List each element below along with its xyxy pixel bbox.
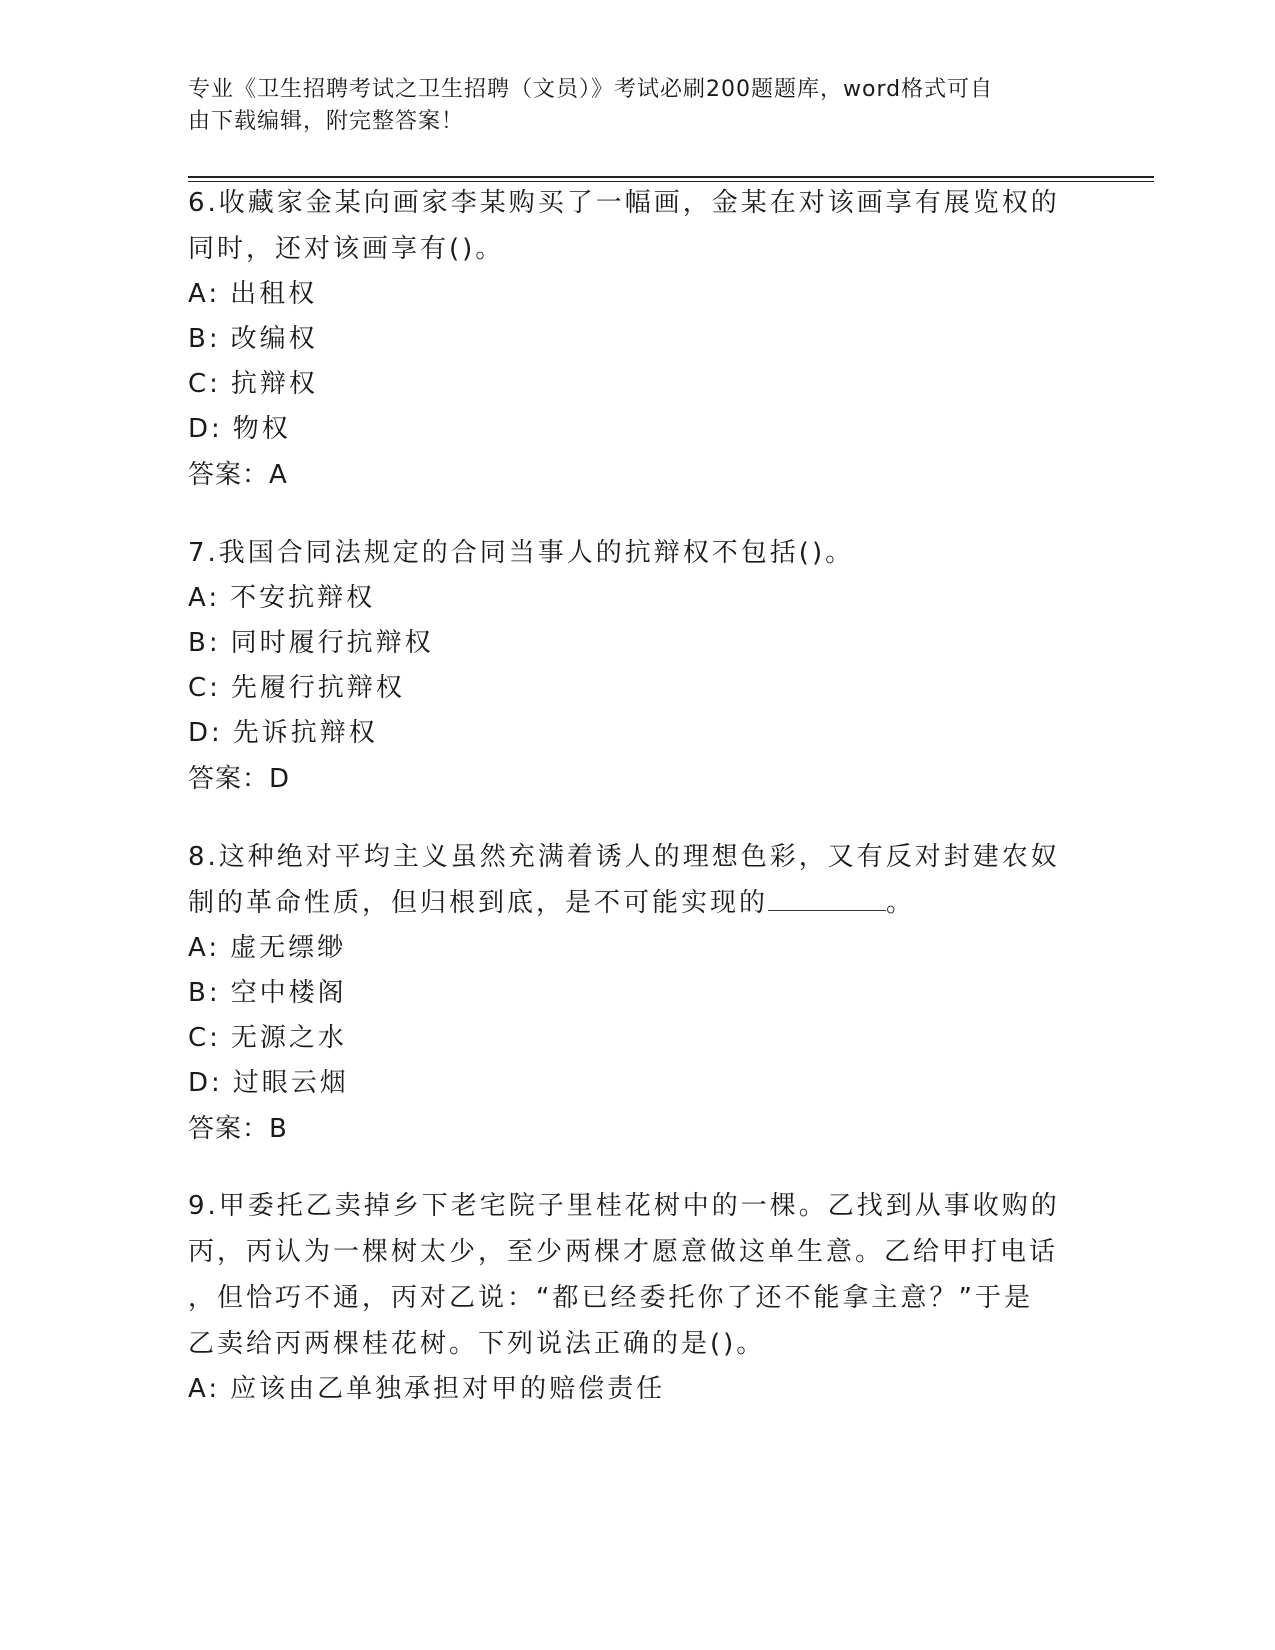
stem-text: 制的革命性质，但归根到底，是不可能实现的 (188, 888, 769, 918)
option-text: 无源之水 (230, 1023, 347, 1053)
question-6 (188, 180, 1068, 498)
option-key: A: (188, 279, 221, 309)
option-text: 出租权 (230, 279, 318, 309)
option-b (188, 621, 1068, 666)
option-d (188, 711, 1068, 756)
option-a (188, 926, 1068, 971)
question-stem-line: 7.我国合同法规定的合同当事人的抗辩权不包括()。 (188, 538, 855, 568)
option-c (188, 666, 1068, 711)
fill-blank (768, 888, 886, 911)
option-a (188, 1367, 1068, 1412)
option-key: B: (188, 324, 221, 354)
option-key: B: (188, 628, 221, 658)
option-text: 先诉抗辩权 (232, 718, 378, 748)
option-key: C: (188, 673, 221, 703)
question-8 (188, 834, 1068, 1152)
header-line-2: 由下载编辑，附完整答案！ (188, 109, 465, 134)
option-key: D: (188, 414, 223, 444)
option-text: 不安抗辩权 (230, 583, 376, 613)
option-text: 先履行抗辩权 (230, 673, 405, 703)
option-key: A: (188, 1374, 221, 1404)
option-a (188, 272, 1068, 317)
option-text: 物权 (232, 414, 291, 444)
header-line-1: 专业《卫生招聘考试之卫生招聘（文员）》考试必刷200题题库，word格式可自 (188, 77, 994, 102)
option-c (188, 1016, 1068, 1061)
option-text: 抗辩权 (230, 369, 318, 399)
document-header (188, 74, 1068, 138)
question-stem-line: 丙，丙认为一棵树太少，至少两棵才愿意做这单生意。乙给甲打电话 (188, 1237, 1059, 1267)
question-9 (188, 1183, 1068, 1412)
option-key: D: (188, 1068, 223, 1098)
question-stem-line: 同时，还对该画享有()。 (188, 234, 505, 264)
option-key: C: (188, 369, 221, 399)
option-text: 空中楼阁 (230, 978, 347, 1008)
question-7 (188, 530, 1068, 802)
option-text: 应该由乙单独承担对甲的赔偿责任 (230, 1374, 666, 1404)
option-text: 改编权 (230, 324, 318, 354)
question-stem-line: 乙卖给丙两棵桂花树。下列说法正确的是()。 (188, 1329, 766, 1359)
option-c (188, 362, 1068, 407)
option-b (188, 971, 1068, 1016)
answer-line: 答案：B (188, 1114, 288, 1144)
option-b (188, 317, 1068, 362)
question-stem-line: 8.这种绝对平均主义虽然充满着诱人的理想色彩，又有反对封建农奴 (188, 842, 1060, 872)
question-stem-line: ，但恰巧不通，丙对乙说：“都已经委托你了还不能拿主意？”于是 (188, 1283, 1033, 1313)
option-text: 虚无缥缈 (230, 933, 347, 963)
option-key: A: (188, 933, 221, 963)
question-stem-line: 9.甲委托乙卖掉乡下老宅院子里桂花树中的一棵。乙找到从事收购的 (188, 1191, 1060, 1221)
option-d (188, 1061, 1068, 1106)
option-a (188, 576, 1068, 621)
stem-text: 。 (886, 888, 916, 918)
question-stem-line (188, 880, 1068, 926)
answer-line: 答案：D (188, 764, 291, 794)
option-d (188, 407, 1068, 452)
option-text: 过眼云烟 (232, 1068, 349, 1098)
option-key: B: (188, 978, 221, 1008)
option-key: A: (188, 583, 221, 613)
question-stem-line: 6.收藏家金某向画家李某购买了一幅画，金某在对该画享有展览权的 (188, 188, 1060, 218)
option-key: D: (188, 718, 223, 748)
answer-line: 答案：A (188, 460, 288, 490)
option-text: 同时履行抗辩权 (230, 628, 434, 658)
option-key: C: (188, 1023, 221, 1053)
